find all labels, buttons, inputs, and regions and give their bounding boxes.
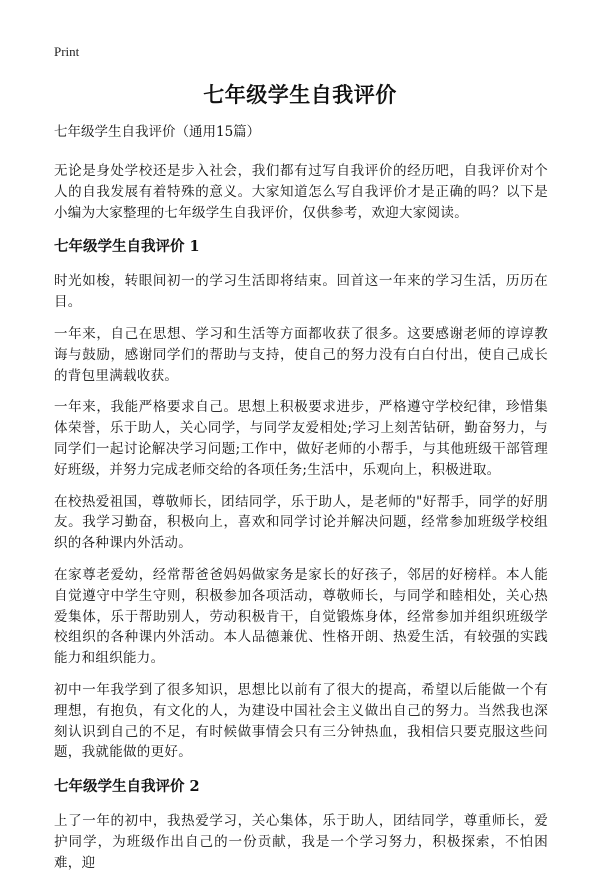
- section-1-paragraph-4: 在校热爱祖国，尊敬师长，团结同学，乐于助人，是老师的"好帮手，同学的好朋友。我学习勤奋，积极向上，喜欢和同学讨论并解决问题，经常参加班级学校组织的各种课内外活动。: [54, 493, 548, 552]
- print-link[interactable]: Print: [54, 44, 80, 59]
- section-2-paragraph-1: 上了一年的初中，我热爱学习，关心集体，乐于助人，团结同学，尊重师长，爱护同学，为班级作出自己的一份贡献，我是一个学习努力，积极探索，不怕困难，迎: [54, 813, 548, 871]
- section-1-paragraph-2: 一年来，自己在思想、学习和生活等方面都收获了很多。这要感谢老师的谆谆教诲与鼓励，感谢同学们的帮助与支持，使自己的努力没有白白付出，使自己成长的背包里满载收获。: [54, 325, 548, 384]
- page-title: 七年级学生自我评价: [203, 82, 397, 107]
- section-1-paragraph-6: 初中一年我学到了很多知识，思想比以前有了很大的提高，希望以后能做一个有理想，有抱负，有文化的人，为建设中国社会主义做出自己的努力。当然我也深刻认识到自己的不足，有时候做事情会只有三分钟热血，我相信只要克服这些问题，我就能做的更好。: [54, 681, 548, 761]
- section-1-paragraph-1: 时光如梭，转眼间初一的学习生活即将结束。回首这一年来的学习生活，历历在目。: [54, 273, 548, 311]
- section-1-paragraph-5: 在家尊老爱幼，经常帮爸爸妈妈做家务是家长的好孩子，邻居的好榜样。本人能自觉遵守中学生守则，积极参加各项活动，尊敬师长，与同学和睦相处，关心热爱集体，乐于帮助别人，劳动积极肯干，自觉锻炼身体，经常参加并组织班级学校组织的各种课内外活动。本人品德兼优、性格开朗、热爱生活，有较强的实践能力和组织能力。: [54, 566, 548, 667]
- section-1-paragraph-3: 一年来，我能严格要求自己。思想上积极要求进步，严格遵守学校纪律，珍惜集体荣誉，乐于助人，关心同学，与同学友爱相处;学习上刻苦钻研，勤奋努力，与同学们一起讨论解决学习问题;工作中，做好老师的小帮手，与其他班级干部管理好班级，并努力完成老师交给的各项任务;生活中，乐观向上，积极进取。: [54, 399, 548, 478]
- article-subtitle: 七年级学生自我评价（通用15篇）: [54, 124, 261, 140]
- section-heading-1: 七年级学生自我评价 1: [54, 238, 200, 256]
- intro-paragraph: 无论是身处学校还是步入社会，我们都有过写自我评价的经历吧，自我评价对个人的自我发展有着特殊的意义。大家知道怎么写自我评价才是正确的吗？以下是小编为大家整理的七年级学生自我评价，仅供参考，欢迎大家阅读。: [54, 163, 548, 221]
- section-heading-2: 七年级学生自我评价 2: [54, 778, 200, 796]
- article-body: [54, 121, 548, 885]
